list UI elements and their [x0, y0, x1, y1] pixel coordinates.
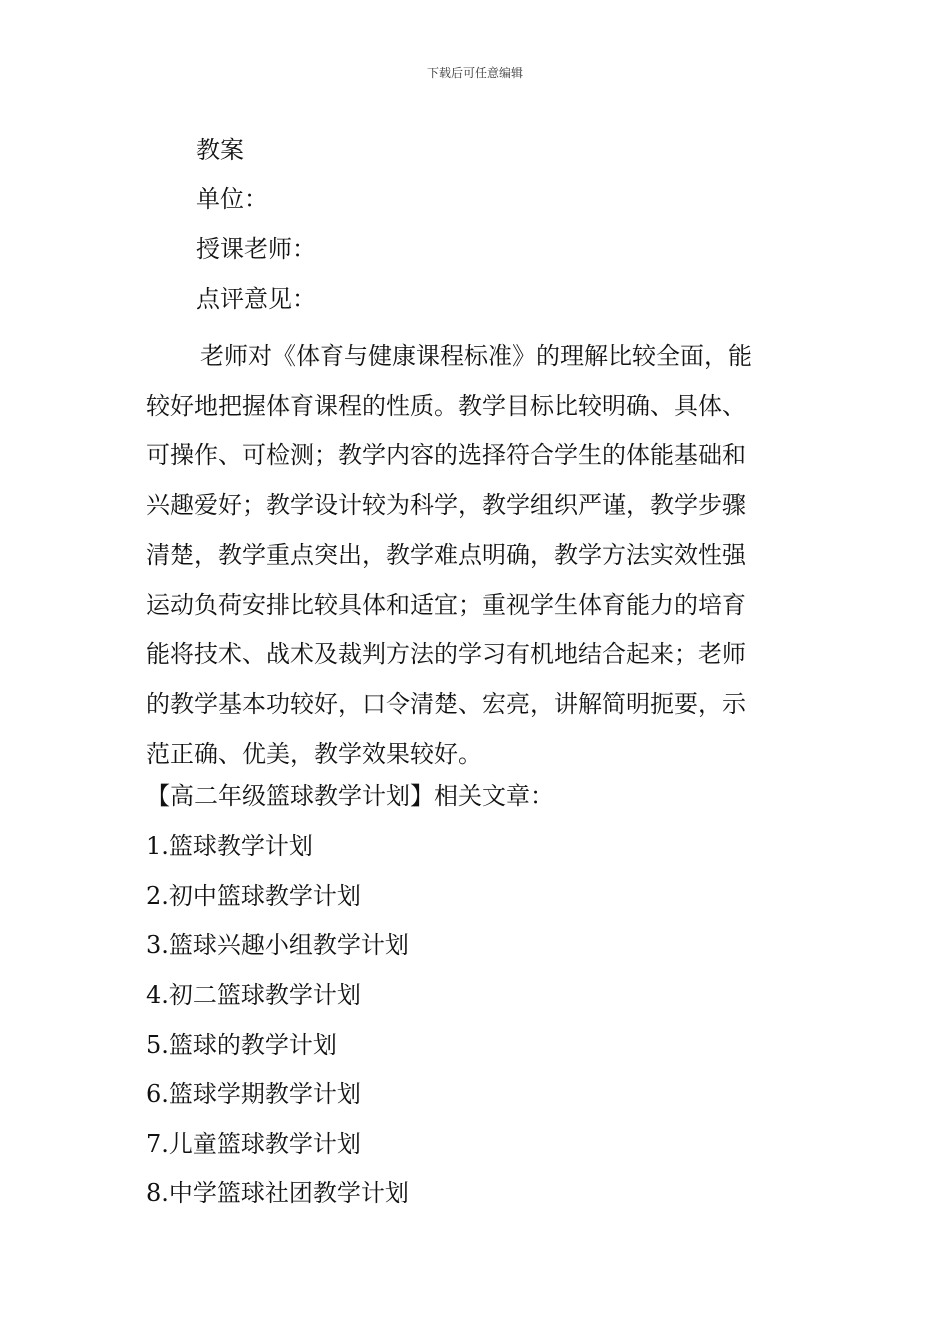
comment-line: 可操作、可检测；教学内容的选择符合学生的体能基础和 — [146, 441, 746, 470]
comment-line: 清楚，教学重点突出，教学难点明确，教学方法实效性强 — [146, 540, 746, 569]
related-link-6[interactable]: 6.篮球学期教学计划 — [146, 1080, 361, 1108]
comment-line: 的教学基本功较好，口令清楚、宏亮，讲解简明扼要，示 — [146, 689, 746, 718]
related-link-8[interactable]: 8.中学篮球社团教学计划 — [146, 1179, 409, 1207]
related-link-3[interactable]: 3.篮球兴趣小组教学计划 — [146, 931, 409, 959]
comment-line: 范正确、优美，教学效果较好。 — [146, 739, 482, 768]
related-link-2[interactable]: 2.初中篮球教学计划 — [146, 882, 361, 910]
comment-paragraph — [146, 332, 806, 779]
page-header: 下载后可任意编辑 — [426, 66, 523, 80]
related-link-1[interactable]: 1.篮球教学计划 — [146, 832, 313, 860]
unit-label: 单位： — [196, 185, 268, 213]
related-link-7[interactable]: 7.儿童篮球教学计划 — [146, 1130, 361, 1158]
comment-line: 老师对《体育与健康课程标准》的理解比较全面，能 — [200, 342, 752, 370]
comment-line: 运动负荷安排比较具体和适宜；重视学生体育能力的培育 — [146, 590, 746, 619]
doc-title: 教案 — [196, 136, 244, 164]
comment-label: 点评意见： — [196, 285, 316, 313]
comment-line: 较好地把握体育课程的性质。教学目标比较明确、具体、 — [146, 391, 746, 420]
related-link-4[interactable]: 4.初二篮球教学计划 — [146, 981, 361, 1009]
related-heading: 【高二年级篮球教学计划】相关文章： — [146, 782, 554, 810]
comment-line: 兴趣爱好；教学设计较为科学，教学组织严谨，教学步骤 — [146, 491, 746, 520]
related-link-5[interactable]: 5.篮球的教学计划 — [146, 1031, 337, 1059]
comment-line: 能将技术、战术及裁判方法的学习有机地结合起来；老师 — [146, 640, 746, 669]
teacher-label: 授课老师： — [196, 235, 316, 263]
